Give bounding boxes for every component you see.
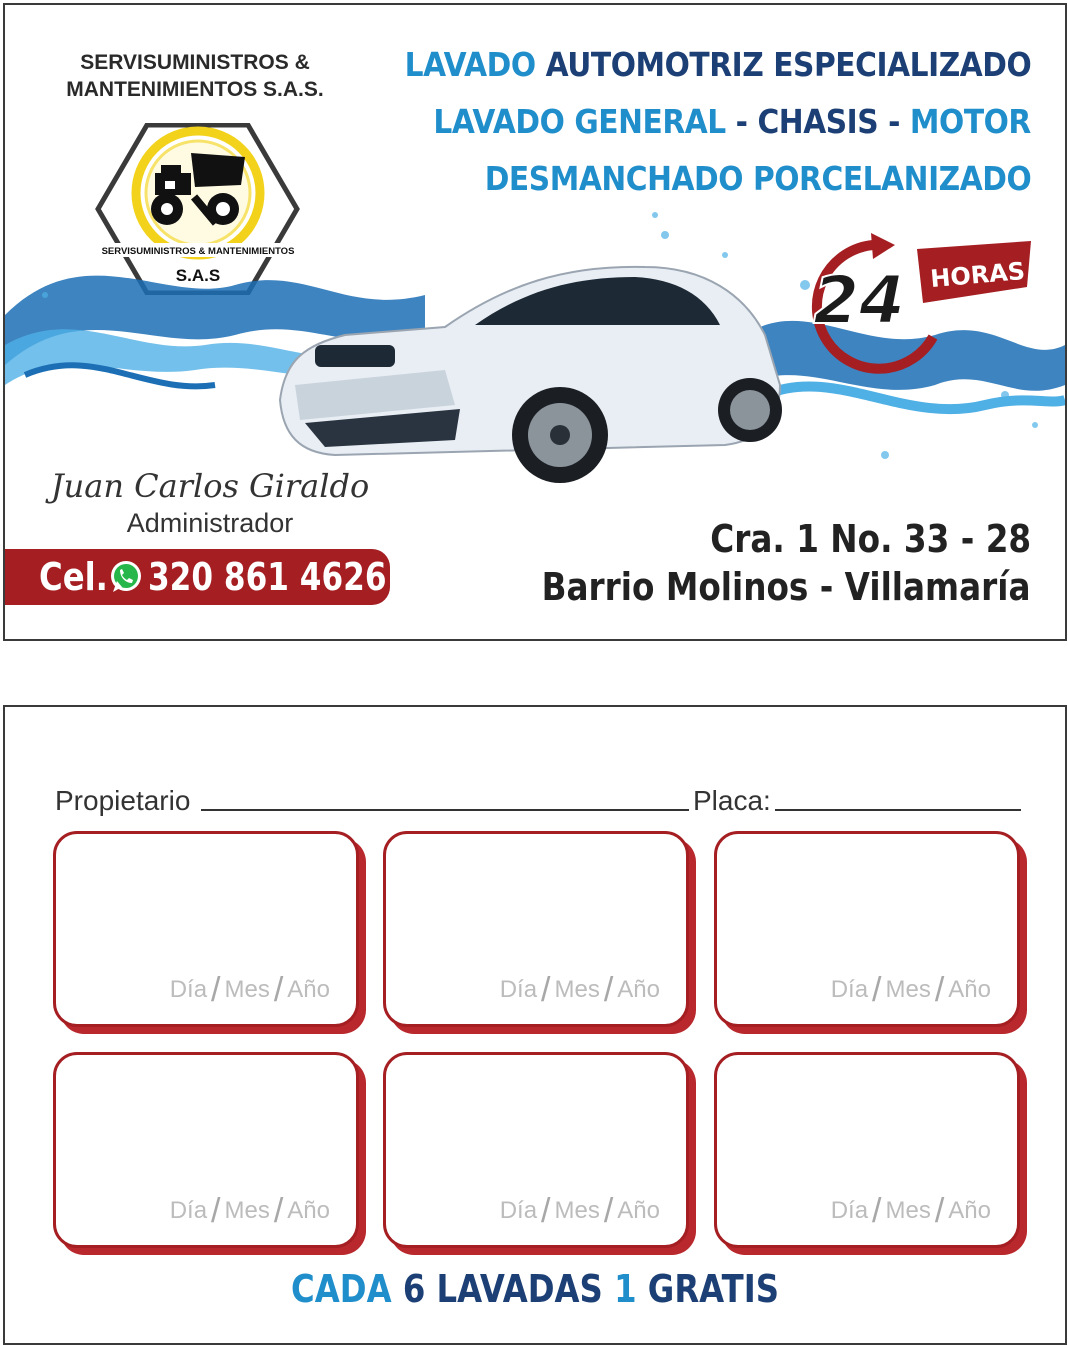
promo-word2: 6: [402, 1267, 426, 1311]
stamp-date: Día / Mes / Año: [830, 1192, 991, 1230]
promo-word1: CADA: [291, 1267, 392, 1311]
stamp-date: Día / Mes / Año: [169, 971, 330, 1009]
stamp-date: Día / Mes / Año: [499, 1192, 660, 1230]
stamp-box[interactable]: [383, 1052, 689, 1248]
stamp-date: Día / Mes / Año: [499, 971, 660, 1009]
business-card-front: [3, 3, 1067, 641]
address-line2: Barrio Molinos - Villamaría: [542, 565, 1031, 609]
stamp-box[interactable]: [714, 1052, 1020, 1248]
promo-word4: 1: [614, 1267, 637, 1311]
plate-label: Placa:: [693, 785, 771, 816]
headline-2-word3: MOTOR: [910, 102, 1031, 141]
company-name-line2: MANTENIMIENTOS S.A.S.: [66, 78, 324, 101]
24-hours-badge: [783, 227, 1035, 375]
headline-3: DESMANCHADO PORCELANIZADO: [484, 159, 1031, 198]
headline-1-word2: AUTOMOTRIZ ESPECIALIZADO: [545, 45, 1031, 84]
headline-2-word2: CHASIS: [757, 102, 879, 141]
company-name-line1: SERVISUMINISTROS &: [80, 51, 310, 74]
plate-field-line[interactable]: [775, 809, 1021, 811]
stamp-box[interactable]: [714, 831, 1020, 1027]
headline-2-sep2: -: [888, 102, 901, 141]
headline-2: [434, 102, 1031, 142]
phone-label: Cel.: [39, 555, 108, 599]
promo-word5: GRATIS: [647, 1267, 779, 1311]
badge-label: HORAS: [929, 256, 1027, 294]
owner-label: Propietario: [55, 785, 191, 816]
owner-field-line[interactable]: [201, 809, 689, 811]
headline-2-word1: LAVADO GENERAL: [433, 102, 726, 141]
person-name: Juan Carlos Giraldo: [50, 467, 370, 505]
logo-text: SERVISUMINISTROS & MANTENIMIENTOS: [101, 246, 295, 257]
headline-1-word1: LAVADO: [404, 45, 536, 84]
phone-bar: [5, 549, 390, 605]
logo-sas: S.A.S: [175, 266, 221, 285]
badge-number: 24: [813, 262, 905, 339]
headline-1: [404, 45, 1031, 85]
stamp-box[interactable]: [53, 831, 359, 1027]
stamp-box[interactable]: [53, 1052, 359, 1248]
phone-number: 320 861 4626: [148, 555, 387, 599]
promo-word3: LAVADAS: [436, 1267, 603, 1311]
company-name: [25, 49, 365, 103]
promo-text: [5, 1267, 1065, 1311]
stamp-date: Día / Mes / Año: [830, 971, 991, 1009]
whatsapp-icon: [108, 559, 144, 595]
headline-2-sep1: -: [735, 102, 748, 141]
address-line1: Cra. 1 No. 33 - 28: [710, 517, 1031, 561]
person-role: Administrador: [126, 508, 294, 538]
loyalty-card-back: [3, 705, 1067, 1345]
stamp-date: Día / Mes / Año: [169, 1192, 330, 1230]
stamp-box[interactable]: [383, 831, 689, 1027]
